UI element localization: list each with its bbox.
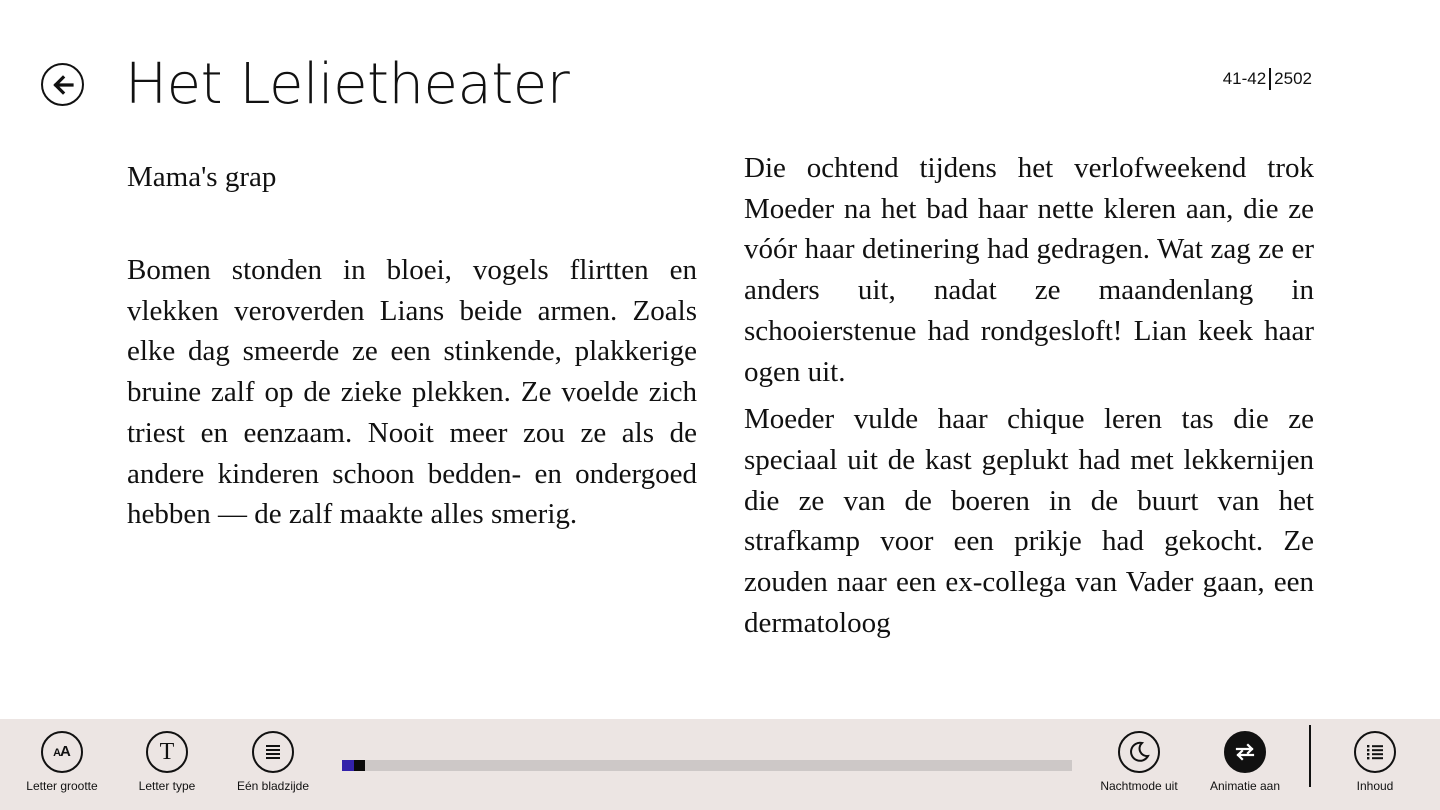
paragraph: Moeder vulde haar chique leren tas die ze speciaal uit de kast geplukt had met lekkernijen die ze van de boeren in de buurt van het strafkamp voor een prikje had gekocht. Ze zouden naar een ex-collega van Vader gaan, een dermatoloog xyxy=(744,403,1314,639)
contents-label: Inhoud xyxy=(1356,779,1394,793)
font-size-button[interactable] xyxy=(17,731,107,793)
back-arrow-icon xyxy=(50,72,76,98)
font-size-icon: AA xyxy=(41,731,83,773)
single-page-icon xyxy=(252,731,294,773)
contents-list-icon xyxy=(1354,731,1396,773)
paragraph: Die ochtend tijdens het verlofweekend trok Moeder na het bad haar nette kleren aan, die ze vóór haar detinering had gedragen. Wat zag ze er anders uit, nadat ze maandenlang in schooierstenue had rondgesloft! Lian keek haar ogen uit. xyxy=(744,152,1314,388)
contents-button[interactable] xyxy=(1330,731,1420,793)
left-page-column xyxy=(127,155,697,535)
reading-progress-slider[interactable] xyxy=(342,760,1072,771)
night-mode-button[interactable] xyxy=(1094,731,1184,793)
back-button[interactable] xyxy=(41,63,84,106)
right-page-column xyxy=(744,148,1314,643)
app-bar-divider xyxy=(1309,725,1311,787)
progress-thumb[interactable] xyxy=(354,760,365,771)
single-page-label: Eén bladzijde xyxy=(236,779,310,793)
book-title: Het Lelietheater xyxy=(125,52,570,117)
swap-arrows-icon xyxy=(1224,731,1266,773)
app-bar xyxy=(0,719,1440,810)
page-range: 41-42 xyxy=(1222,69,1267,88)
chapter-heading: Mama's grap xyxy=(127,161,277,193)
page-indicator xyxy=(1223,68,1312,90)
night-mode-label: Nachtmode uit xyxy=(1100,779,1178,793)
single-page-button[interactable] xyxy=(228,731,318,793)
page-separator xyxy=(1269,68,1271,90)
progress-read xyxy=(342,760,354,771)
font-type-label: Letter type xyxy=(138,779,196,793)
animation-label: Animatie aan xyxy=(1209,779,1281,793)
moon-icon xyxy=(1118,731,1160,773)
page-total: 2502 xyxy=(1274,69,1312,88)
animation-button[interactable] xyxy=(1200,731,1290,793)
font-type-button[interactable] xyxy=(122,731,212,793)
font-size-label: Letter grootte xyxy=(26,779,98,793)
paragraph: Bomen stonden in bloei, vogels flirtten en vlekken veroverden Lians beide armen. Zoals elke dag smeerde ze een stinkende, plakkerige bruine zalf op de zieke plekken. Ze voelde zich triest en eenzaam. Nooit meer zou ze als de andere kinderen schoon bedden- en ondergoed hebben — de zalf maakte alles smerig. xyxy=(127,254,697,531)
font-type-icon: T xyxy=(146,731,188,773)
